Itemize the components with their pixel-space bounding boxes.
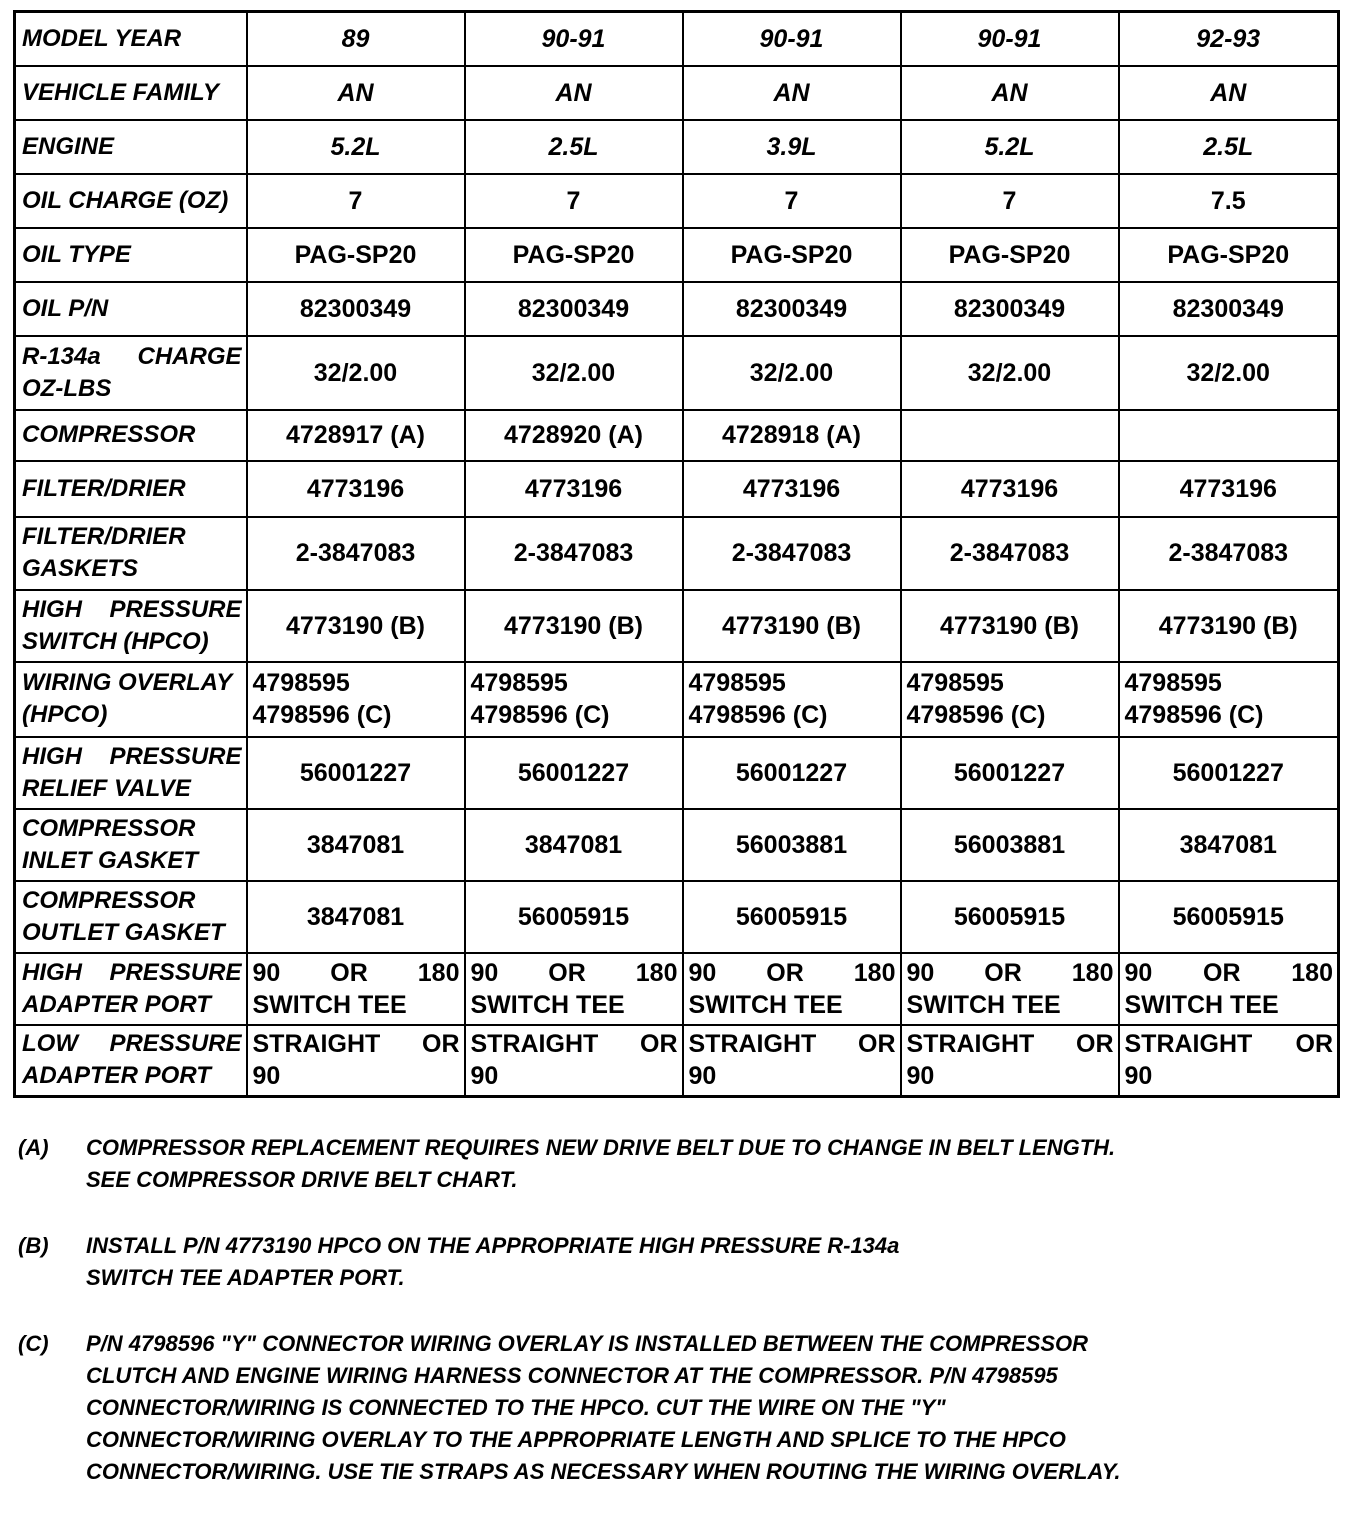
row-label-line: OIL TYPE [22, 240, 131, 268]
table-row [15, 590, 1339, 662]
row-label [15, 517, 247, 590]
table-cell: 7.5 [1119, 174, 1339, 228]
cell-line: 90 OR 180 [1124, 958, 1333, 987]
table-cell: 56005915 [683, 881, 901, 953]
table-cell [465, 1025, 683, 1097]
table-cell [1119, 1025, 1339, 1097]
table-cell: 4773190 (B) [901, 590, 1119, 662]
footnote-line: INSTALL P/N 4773190 HPCO ON THE APPROPRIATE HIGH PRESSURE R-134a [86, 1233, 900, 1258]
row-label-line: HIGH PRESSURE [22, 958, 242, 986]
table-row [15, 737, 1339, 809]
table-cell: 7 [683, 174, 901, 228]
table-cell: 56001227 [901, 737, 1119, 809]
row-label [15, 953, 247, 1025]
table-cell: 32/2.00 [247, 336, 465, 410]
table-cell [1119, 410, 1339, 461]
table-cell: PAG-SP20 [683, 228, 901, 282]
table-cell [901, 953, 1119, 1025]
row-label [15, 12, 247, 66]
table-cell: 4773190 (B) [1119, 590, 1339, 662]
table-cell: 56001227 [683, 737, 901, 809]
footnotes [18, 1132, 1338, 1522]
row-label-line: HIGH PRESSURE [22, 595, 242, 623]
table-cell: 4773196 [465, 461, 683, 517]
table-cell: 56001227 [1119, 737, 1339, 809]
table-cell: AN [1119, 66, 1339, 120]
footnote-mark: (B) [18, 1233, 49, 1258]
footnote-line: CLUTCH AND ENGINE WIRING HARNESS CONNECTOR AT THE COMPRESSOR. P/N 4798595 [86, 1363, 1058, 1388]
row-label-line: (HPCO) [22, 701, 108, 728]
table-cell: 90-91 [901, 12, 1119, 66]
table-cell: 82300349 [901, 282, 1119, 336]
cell-line: 4798595 [906, 669, 1004, 697]
footnote-line: SEE COMPRESSOR DRIVE BELT CHART. [86, 1167, 518, 1192]
row-label [15, 662, 247, 737]
table-cell: 56003881 [901, 809, 1119, 881]
table-cell: 7 [901, 174, 1119, 228]
table-cell [247, 662, 465, 737]
table-cell [1119, 953, 1339, 1025]
footnote [18, 1328, 1338, 1488]
table-cell: 4773196 [1119, 461, 1339, 517]
table-cell: 82300349 [1119, 282, 1339, 336]
cell-line: 90 OR 180 [470, 958, 678, 987]
footnote-line: CONNECTOR/WIRING IS CONNECTED TO THE HPCO. CUT THE WIRE ON THE "Y" [86, 1395, 946, 1420]
cell-line: 4798595 [1124, 669, 1222, 697]
table-cell: 4728920 (A) [465, 410, 683, 461]
cell-line: SWITCH TEE [252, 990, 407, 1019]
table-cell: 32/2.00 [465, 336, 683, 410]
table-cell: 4773190 (B) [247, 590, 465, 662]
cell-line: STRAIGHT OR [688, 1030, 896, 1059]
table-cell [1119, 662, 1339, 737]
cell-line: 90 OR 180 [906, 958, 1114, 987]
table-cell [247, 953, 465, 1025]
table-cell: PAG-SP20 [901, 228, 1119, 282]
cell-line: 90 [470, 1062, 499, 1091]
table-cell: 4773190 (B) [683, 590, 901, 662]
row-label-line: INLET GASKET [22, 846, 199, 874]
cell-line: SWITCH TEE [906, 990, 1061, 1019]
table-cell: 56001227 [247, 737, 465, 809]
table-cell: 56001227 [465, 737, 683, 809]
row-label [15, 809, 247, 881]
table-cell: 56003881 [683, 809, 901, 881]
row-label [15, 174, 247, 228]
table-cell: AN [465, 66, 683, 120]
table-cell: 56005915 [1119, 881, 1339, 953]
footnote-line: COMPRESSOR REPLACEMENT REQUIRES NEW DRIVE BELT DUE TO CHANGE IN BELT LENGTH. [86, 1135, 1116, 1160]
table-row [15, 953, 1339, 1025]
table-cell [683, 1025, 901, 1097]
table-cell [901, 662, 1119, 737]
table-cell: 90-91 [683, 12, 901, 66]
footnote-line: SWITCH TEE ADAPTER PORT. [86, 1265, 405, 1290]
row-label-line: MODEL YEAR [22, 24, 182, 52]
table-cell: 90-91 [465, 12, 683, 66]
row-label [15, 737, 247, 809]
table-row [15, 336, 1339, 410]
table-cell: 4728917 (A) [247, 410, 465, 461]
row-label [15, 410, 247, 461]
table-cell: 2-3847083 [465, 517, 683, 590]
table-cell [901, 1025, 1119, 1097]
cell-line: STRAIGHT OR [252, 1030, 460, 1059]
row-label-line: RELIEF VALVE [22, 774, 191, 802]
footnote-line: P/N 4798596 "Y" CONNECTOR WIRING OVERLAY IS INSTALLED BETWEEN THE COMPRESSOR [86, 1331, 1089, 1356]
cell-line: 90 [1124, 1062, 1153, 1091]
footnote [18, 1230, 1338, 1294]
row-label-line: FILTER/DRIER [22, 523, 186, 550]
table-cell: 2-3847083 [683, 517, 901, 590]
row-label-line: GASKETS [22, 555, 139, 582]
cell-line: 4798595 [252, 669, 350, 697]
table-row [15, 881, 1339, 953]
table-cell: PAG-SP20 [465, 228, 683, 282]
footnote-line: CONNECTOR/WIRING. USE TIE STRAPS AS NECESSARY WHEN ROUTING THE WIRING OVERLAY. [86, 1459, 1121, 1484]
table-cell [683, 662, 901, 737]
table-cell: 56005915 [901, 881, 1119, 953]
table-cell: 3847081 [247, 809, 465, 881]
cell-line: 90 [906, 1062, 935, 1091]
table-row [15, 1025, 1339, 1097]
table-cell: 32/2.00 [683, 336, 901, 410]
row-label-line: ENGINE [22, 132, 115, 160]
row-label [15, 228, 247, 282]
footnote-text [86, 1230, 1338, 1294]
table-cell: AN [247, 66, 465, 120]
cell-line: STRAIGHT OR [906, 1030, 1114, 1059]
table-cell: 5.2L [247, 120, 465, 174]
cell-line: STRAIGHT OR [470, 1030, 678, 1059]
table-cell: 3.9L [683, 120, 901, 174]
footnote-text [86, 1132, 1338, 1196]
row-label [15, 1025, 247, 1097]
table-cell: 32/2.00 [1119, 336, 1339, 410]
table-cell: 3847081 [465, 809, 683, 881]
table-row [15, 461, 1339, 517]
specification-table [13, 10, 1340, 1098]
table-cell: 92-93 [1119, 12, 1339, 66]
row-label [15, 881, 247, 953]
table-cell: 2-3847083 [247, 517, 465, 590]
table-cell [465, 662, 683, 737]
table-cell: 4728918 (A) [683, 410, 901, 461]
table-cell [247, 1025, 465, 1097]
cell-line: 90 [688, 1062, 717, 1091]
table-cell: 4773196 [901, 461, 1119, 517]
table-row [15, 517, 1339, 590]
row-label-line: COMPRESSOR [22, 421, 196, 448]
table-row [15, 809, 1339, 881]
table-cell: 2-3847083 [901, 517, 1119, 590]
table-cell: 2.5L [1119, 120, 1339, 174]
table-cell: 5.2L [901, 120, 1119, 174]
footnote-mark: (A) [18, 1135, 49, 1160]
table-cell: 3847081 [247, 881, 465, 953]
footnote-text [86, 1328, 1338, 1488]
row-label-line: ADAPTER PORT [22, 1062, 211, 1090]
cell-line: 90 OR 180 [688, 958, 896, 987]
row-label [15, 120, 247, 174]
table-cell: 82300349 [247, 282, 465, 336]
table-cell: PAG-SP20 [247, 228, 465, 282]
table-cell: AN [683, 66, 901, 120]
cell-line: 4798596 (C) [688, 701, 828, 729]
cell-line: 4798596 (C) [470, 701, 610, 729]
row-label-line: ADAPTER PORT [22, 990, 211, 1018]
row-label-line: SWITCH (HPCO) [22, 627, 209, 655]
table-cell [683, 953, 901, 1025]
cell-line: 4798596 (C) [1124, 701, 1264, 729]
table-cell: 4773190 (B) [465, 590, 683, 662]
table-cell: 2-3847083 [1119, 517, 1339, 590]
row-label [15, 461, 247, 517]
table-cell: 56005915 [465, 881, 683, 953]
cell-line: STRAIGHT OR [1124, 1030, 1333, 1059]
table-cell: 82300349 [683, 282, 901, 336]
table-row [15, 662, 1339, 737]
table-cell: 3847081 [1119, 809, 1339, 881]
table-cell [465, 953, 683, 1025]
table-cell: 32/2.00 [901, 336, 1119, 410]
row-label-line: COMPRESSOR [22, 814, 196, 842]
row-label [15, 282, 247, 336]
cell-line: SWITCH TEE [1124, 990, 1279, 1019]
table-cell: 4773196 [247, 461, 465, 517]
table-row [15, 12, 1339, 66]
row-label-line: WIRING OVERLAY [22, 669, 233, 696]
table-cell: 2.5L [465, 120, 683, 174]
table-cell [901, 410, 1119, 461]
table-cell: 7 [247, 174, 465, 228]
table-row [15, 282, 1339, 336]
table-row [15, 228, 1339, 282]
row-label-line: OUTLET GASKET [22, 918, 225, 946]
row-label [15, 66, 247, 120]
row-label-line: HIGH PRESSURE [22, 742, 242, 770]
footnote-line: CONNECTOR/WIRING OVERLAY TO THE APPROPRIATE LENGTH AND SPLICE TO THE HPCO [86, 1427, 1066, 1452]
cell-line: 90 [252, 1062, 281, 1091]
row-label-line: FILTER/DRIER [22, 474, 186, 502]
row-label-line: R-134a CHARGE [22, 342, 242, 370]
footnote [18, 1132, 1338, 1196]
table-cell: 82300349 [465, 282, 683, 336]
row-label-line: LOW PRESSURE [22, 1030, 242, 1058]
table-row [15, 410, 1339, 461]
row-label-line: COMPRESSOR [22, 886, 196, 914]
cell-line: SWITCH TEE [470, 990, 625, 1019]
row-label-line: OZ-LBS [22, 374, 112, 402]
table-cell: 7 [465, 174, 683, 228]
table-cell: PAG-SP20 [1119, 228, 1339, 282]
row-label-line: VEHICLE FAMILY [22, 78, 219, 106]
table-row [15, 120, 1339, 174]
table-cell: 89 [247, 12, 465, 66]
table-row [15, 174, 1339, 228]
row-label-line: OIL P/N [22, 294, 109, 322]
cell-line: 90 OR 180 [252, 958, 460, 987]
row-label-line: OIL CHARGE (OZ) [22, 186, 229, 214]
row-label [15, 336, 247, 410]
table-row [15, 66, 1339, 120]
table-cell: AN [901, 66, 1119, 120]
cell-line: 4798595 [470, 669, 568, 697]
table-cell: 4773196 [683, 461, 901, 517]
cell-line: 4798596 (C) [906, 701, 1046, 729]
row-label [15, 590, 247, 662]
footnote-mark: (C) [18, 1331, 49, 1356]
cell-line: 4798595 [688, 669, 786, 697]
cell-line: SWITCH TEE [688, 990, 843, 1019]
cell-line: 4798596 (C) [252, 701, 392, 729]
